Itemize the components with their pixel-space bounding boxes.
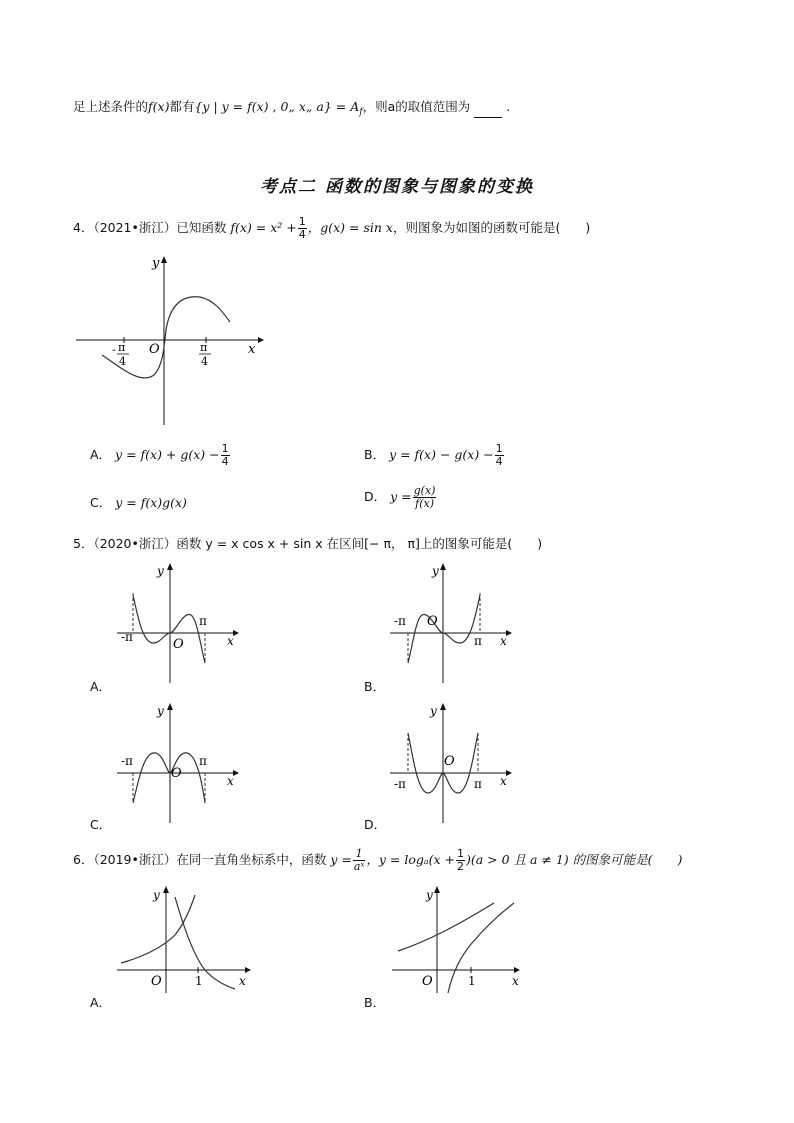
option-label: B． <box>364 447 386 462</box>
option-expr: y = f(x) − g(x) − <box>389 447 494 462</box>
q5b-origin: O <box>427 614 438 629</box>
q4-option-b[interactable] <box>364 443 505 468</box>
top-fx: f(x) <box>148 99 170 114</box>
q4-origin-label: O <box>149 342 160 357</box>
q4-fraction <box>298 216 307 241</box>
q5-option-c[interactable]: C． <box>90 817 112 832</box>
top-suffix: ，则a的取值范围为 <box>362 99 471 114</box>
frac-num: g(x) <box>413 484 436 497</box>
top-prefix: 足上述条件的 <box>73 99 149 114</box>
q5-option-b[interactable]: B． <box>364 679 386 694</box>
q6-y1: y = <box>330 852 352 867</box>
q6-fraction-1 <box>353 848 365 873</box>
q4-y-label: y <box>152 256 160 271</box>
q6-frac2-num: 1 <box>456 847 464 860</box>
q5-option-d[interactable]: D． <box>364 817 387 832</box>
q5a-pi: π <box>199 614 207 628</box>
q6b-y-label: y <box>426 888 433 902</box>
option-label: A． <box>90 447 112 462</box>
top-middle: 都有 <box>169 99 195 114</box>
q5-stem <box>73 534 542 552</box>
q5a-y-label: y <box>157 564 164 578</box>
top-set-sub: f <box>359 107 363 118</box>
q5-graph-d <box>386 703 516 825</box>
option-expr: y = f(x) + g(x) − <box>115 447 220 462</box>
q4-option-d[interactable] <box>364 485 437 510</box>
option-fraction <box>495 443 504 468</box>
q5d-pi: π <box>474 777 482 791</box>
frac-num: 1 <box>495 442 503 455</box>
option-fraction <box>413 485 437 510</box>
q6-option-a[interactable]: A． <box>90 995 112 1010</box>
frac-den: 4 <box>495 455 503 468</box>
q4-source: （2021•浙江） <box>93 220 177 235</box>
section-title: 考点二 函数的图象与图象的变换 <box>260 177 534 197</box>
q4-y-arrow <box>161 256 167 263</box>
q4-stem <box>73 216 590 241</box>
q5c-x-label: x <box>227 774 234 788</box>
q6-frac1-den: aˣ <box>353 860 365 873</box>
option-label: D． <box>364 489 387 504</box>
q4-fx-def: f(x) = x² + <box>230 220 297 235</box>
q6-number: 6． <box>73 852 94 867</box>
option-label: C． <box>90 495 112 510</box>
top-condition-line <box>73 97 510 118</box>
q4-neg-pi-num: π <box>118 341 126 354</box>
q4-pi-den: 4 <box>201 355 208 368</box>
q6-option-b[interactable]: B． <box>364 995 386 1010</box>
q6b-curve-exp <box>398 903 494 951</box>
q6-text-b: )(a > 0 且 a ≠ 1) 的图象可能是( ) <box>465 852 683 867</box>
option-fraction <box>221 443 230 468</box>
q6b-origin: O <box>422 974 433 989</box>
q6a-curve-log <box>175 897 235 989</box>
frac-den: f(x) <box>415 497 434 510</box>
q5a-neg-pi: -π <box>121 630 133 644</box>
q5c-pi: π <box>199 754 207 768</box>
q5a-x-label: x <box>227 634 234 648</box>
q4-text-a: 已知函数 <box>176 220 227 235</box>
q5c-curve <box>133 753 205 803</box>
q5-graph-a <box>113 563 243 685</box>
q5b-pi: π <box>474 634 482 648</box>
q5c-y-label: y <box>157 704 164 718</box>
q6-frac2-den: 2 <box>456 860 464 873</box>
q6a-curve-exp <box>121 895 195 963</box>
q5d-y-label: y <box>430 704 437 718</box>
q5-text: 函数 y = x cos x + sin x 在区间[− π， π]上的图象可能是( ) <box>176 536 543 551</box>
q5-graph-c <box>113 703 243 825</box>
q4-pi-num: π <box>200 341 208 354</box>
q6a-y-label: y <box>153 888 160 902</box>
frac-num: 1 <box>221 442 229 455</box>
frac-den: 4 <box>221 455 229 468</box>
q6a-x-label: x <box>239 974 246 988</box>
q5-graph-b <box>386 563 516 685</box>
q4-x-arrow <box>258 337 264 343</box>
option-expr: y = <box>390 489 412 504</box>
q4-number: 4． <box>73 220 94 235</box>
q4-frac-num: 1 <box>298 215 306 228</box>
q6-graph-a <box>113 885 253 995</box>
option-expr: y = f(x)g(x) <box>115 495 187 510</box>
q5b-curve <box>408 595 480 663</box>
q5-option-a[interactable]: A． <box>90 679 112 694</box>
q5-source: （2020•浙江） <box>93 536 177 551</box>
q4-neg-pi-den: 4 <box>119 355 126 368</box>
q5a-origin: O <box>173 637 184 652</box>
q6-y2: ，y = logₐ(x + <box>366 852 455 867</box>
q6-source: （2019•浙江） <box>93 852 177 867</box>
q6b-curve-log <box>448 903 514 993</box>
q5-number: 5． <box>73 536 94 551</box>
q5b-x-label: x <box>500 634 507 648</box>
q6a-origin: O <box>151 974 162 989</box>
q5d-neg-pi: -π <box>394 777 406 791</box>
q6-graph-b <box>388 885 528 995</box>
top-set-expression: {y | y = f(x) , 0„ x„ a} = A <box>194 99 360 114</box>
q4-graph <box>72 255 267 430</box>
q4-x-label: x <box>248 342 256 357</box>
q5c-neg-pi: -π <box>121 754 133 768</box>
q6-stem <box>73 848 682 873</box>
top-end: . <box>506 99 511 114</box>
q5a-curve <box>133 595 205 663</box>
q6-fraction-2 <box>456 848 465 873</box>
q4-option-c[interactable] <box>90 493 187 511</box>
q4-option-a[interactable] <box>90 443 231 468</box>
q4-gx-def: ，g(x) = sin x <box>307 220 393 235</box>
q6b-one: 1 <box>468 974 476 988</box>
answer-blank[interactable] <box>474 105 502 118</box>
q5d-x-label: x <box>500 774 507 788</box>
q4-frac-den: 4 <box>298 228 306 241</box>
q6b-x-label: x <box>512 974 519 988</box>
q4-text-b: ，则图象为如图的函数可能是( ) <box>392 220 591 235</box>
q4-neg-sign: - <box>112 343 116 356</box>
q5d-origin: O <box>444 754 455 769</box>
q5b-y-label: y <box>432 564 439 578</box>
q6-frac1-num: 1 <box>353 848 365 861</box>
q6-text-a: 在同一直角坐标系中，函数 <box>176 852 327 867</box>
q5b-neg-pi: -π <box>394 614 406 628</box>
q6a-one: 1 <box>195 974 203 988</box>
q5c-origin: O <box>171 766 182 781</box>
